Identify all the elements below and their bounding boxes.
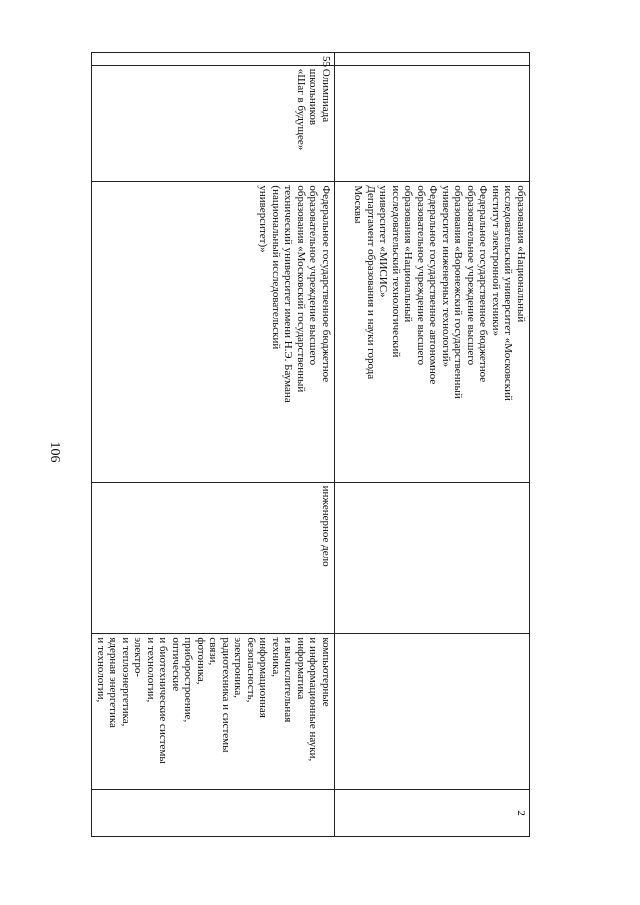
organizer-line: Департамент образования и науки города <box>365 185 377 380</box>
cell-level-empty <box>92 790 335 837</box>
organizer-line: (национальный исследовательский <box>270 185 282 350</box>
field-line: и биотехнические системы <box>157 637 170 764</box>
organizer-line: Федеральное государственное бюджетное <box>320 185 332 383</box>
table-row-55 <box>92 53 335 837</box>
cell-profile-empty <box>335 482 530 634</box>
field-line: электро- <box>132 637 145 678</box>
organizer-line: технический университет имени Н.Э. Баумана <box>282 185 295 403</box>
field-line: безопасность, <box>245 637 257 703</box>
olympiad-table <box>92 52 531 837</box>
cell-level: 2 <box>335 790 530 837</box>
organizer-line: образовательное учреждение высшего <box>415 185 427 366</box>
organizer-line: образования «Воронежский государственный <box>452 185 465 399</box>
cell-organizers <box>92 182 335 482</box>
field-line: связи, <box>207 637 220 666</box>
organizer-line: Федеральное государственное бюджетное <box>477 185 490 383</box>
cell-organizers-continuation <box>335 182 530 482</box>
organizer-line: университет)» <box>257 185 270 253</box>
organizer-line: исследовательский университет «Московский <box>502 185 515 401</box>
cell-profile: инженерное дело <box>92 482 335 634</box>
field-line: компьютерные <box>320 637 332 707</box>
field-line: и вычислительная <box>282 637 295 723</box>
field-line: оптические <box>170 637 182 692</box>
field-line: фотоника, <box>195 637 207 685</box>
field-line: и информационные науки, <box>307 637 320 762</box>
organizer-line: Москвы <box>352 185 365 224</box>
field-line: электроника, <box>232 637 245 698</box>
organizer-line: исследовательский технологический <box>390 185 402 358</box>
cell-number-empty <box>335 53 530 66</box>
field-line: радиотехника и системы <box>220 637 232 753</box>
organizer-line: Федеральное государственное автономное <box>427 185 440 385</box>
field-line: ядерная энергетика <box>107 637 120 728</box>
organizer-line: образовательное учреждение высшего <box>465 185 477 366</box>
organizer-line: институт электронной техники» <box>490 185 502 336</box>
page-number: 106 <box>47 441 62 463</box>
organizer-line: университет инженерных технологий» <box>440 185 452 368</box>
field-line: и технологии, <box>95 637 107 703</box>
field-line: информатика <box>295 637 307 700</box>
organizer-line: образования «Московский государственный <box>295 185 307 393</box>
rotated-table-frame <box>95 52 530 837</box>
cell-number: 55 <box>92 53 335 66</box>
organizer-line: образовательное учреждение высшего <box>307 185 320 366</box>
cell-fields <box>92 634 335 790</box>
cell-name-empty <box>335 65 530 182</box>
cell-olympiad-name: Олимпиада школьников «Шаг в будущее» <box>92 65 335 182</box>
organizer-line: образования «Национальный <box>515 185 527 323</box>
cell-fields-empty <box>335 634 530 790</box>
table-row-continuation <box>335 53 530 837</box>
field-line: и теплоэнергетика, <box>120 637 132 727</box>
field-line: информационная <box>257 637 270 718</box>
field-line: техника, <box>270 637 282 677</box>
field-line: и технологии, <box>145 637 157 703</box>
field-line: приборостроение, <box>182 637 195 723</box>
organizer-line: образования «Национальный <box>402 185 415 323</box>
organizer-line: университет «МИСИС» <box>377 185 390 298</box>
